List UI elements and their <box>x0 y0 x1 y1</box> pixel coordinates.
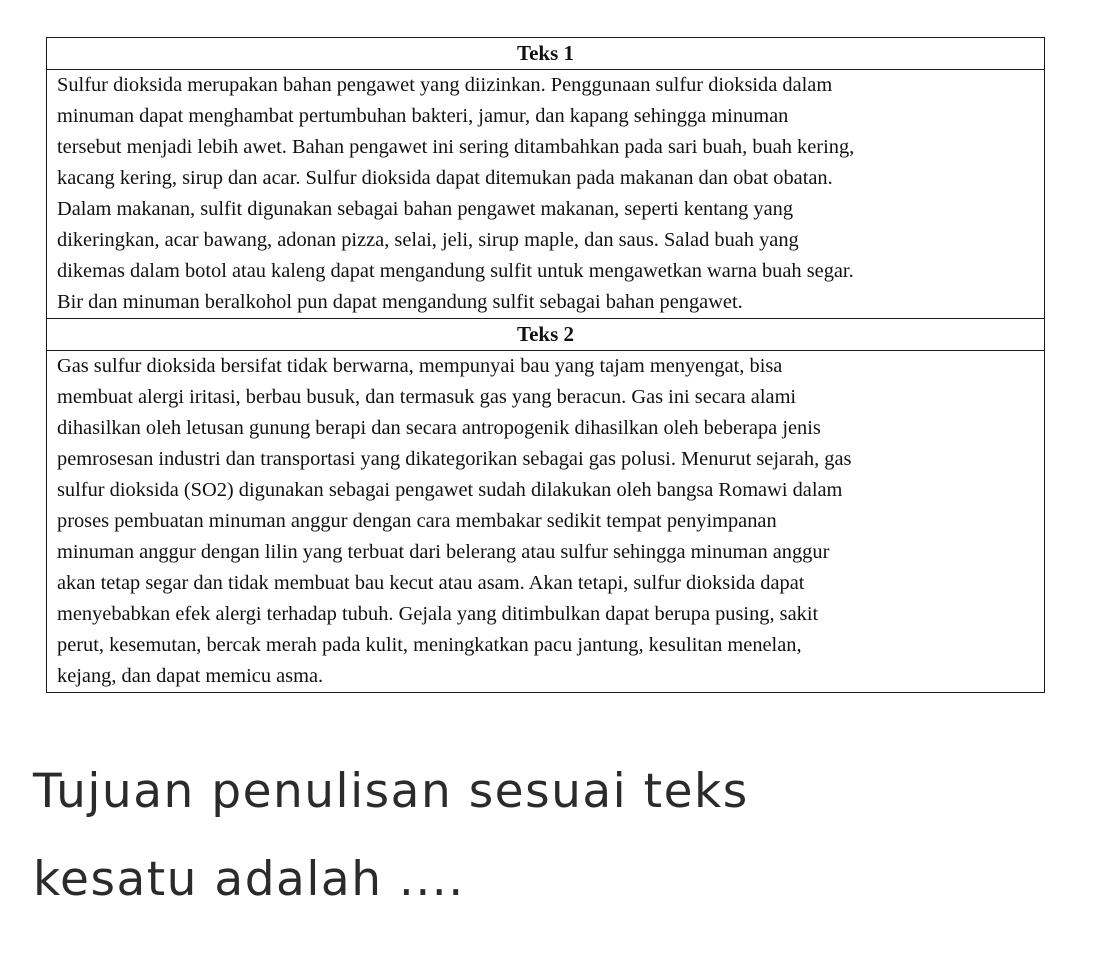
text-2-line: pemrosesan industri dan transportasi yang dikategorikan sebagai gas polusi. Menurut sejarah, gas <box>57 448 852 470</box>
text-2-line: menyebabkan efek alergi terhadap tubuh. Gejala yang ditimbulkan dapat berupa pusing, sakit <box>57 603 819 625</box>
text-2-body-row <box>47 351 1045 693</box>
text-2-line: Gas sulfur dioksida bersifat tidak berwarna, mempunyai bau yang tajam menyengat, bisa <box>57 355 783 377</box>
question-line: kesatu adalah .... <box>33 852 465 907</box>
question-prompt <box>33 748 1073 924</box>
text-2-heading-row <box>47 319 1045 351</box>
text-1-line: kacang kering, sirup dan acar. Sulfur dioksida dapat ditemukan pada makanan dan obat obatan. <box>57 167 833 189</box>
text-2-line: perut, kesemutan, bercak merah pada kulit, meningkatkan pacu jantung, kesulitan menelan, <box>57 634 802 656</box>
question-line: Tujuan penulisan sesuai teks <box>33 764 749 819</box>
text-2-heading: Teks 2 <box>47 319 1045 351</box>
text-1-body-row <box>47 70 1045 319</box>
text-2-line: minuman anggur dengan lilin yang terbuat dari belerang atau sulfur sehingga minuman anggur <box>57 541 830 563</box>
text-1-line: dikeringkan, acar bawang, adonan pizza, selai, jeli, sirup maple, dan saus. Salad buah yang <box>57 229 799 251</box>
text-1-line: Dalam makanan, sulfit digunakan sebagai bahan pengawet makanan, seperti kentang yang <box>57 198 794 220</box>
text-2-line: membuat alergi iritasi, berbau busuk, dan termasuk gas yang beracun. Gas ini secara alami <box>57 386 797 408</box>
text-1-line: tersebut menjadi lebih awet. Bahan pengawet ini sering ditambahkan pada sari buah, buah kering, <box>57 136 855 158</box>
reading-texts-table <box>46 37 1045 693</box>
text-2-line: dihasilkan oleh letusan gunung berapi dan secara antropogenik dihasilkan oleh beberapa jenis <box>57 417 821 439</box>
text-2-body <box>47 351 1045 693</box>
text-1-heading-row <box>47 38 1045 70</box>
text-2-line: kejang, dan dapat memicu asma. <box>57 665 324 687</box>
text-1-body <box>47 70 1045 319</box>
text-1-line: dikemas dalam botol atau kaleng dapat mengandung sulfit untuk mengawetkan warna buah segar. <box>57 260 854 282</box>
text-1-line: Sulfur dioksida merupakan bahan pengawet yang diizinkan. Penggunaan sulfur dioksida dalam <box>57 74 833 96</box>
text-2-line: sulfur dioksida (SO2) digunakan sebagai pengawet sudah dilakukan oleh bangsa Romawi dalam <box>57 479 843 501</box>
text-1-line: minuman dapat menghambat pertumbuhan bakteri, jamur, dan kapang sehingga minuman <box>57 105 789 127</box>
text-1-heading: Teks 1 <box>47 38 1045 70</box>
text-1-line: Bir dan minuman beralkohol pun dapat mengandung sulfit sebagai bahan pengawet. <box>57 291 743 313</box>
text-2-line: akan tetap segar dan tidak membuat bau kecut atau asam. Akan tetapi, sulfur dioksida dapat <box>57 572 805 594</box>
text-2-line: proses pembuatan minuman anggur dengan cara membakar sedikit tempat penyimpanan <box>57 510 777 532</box>
